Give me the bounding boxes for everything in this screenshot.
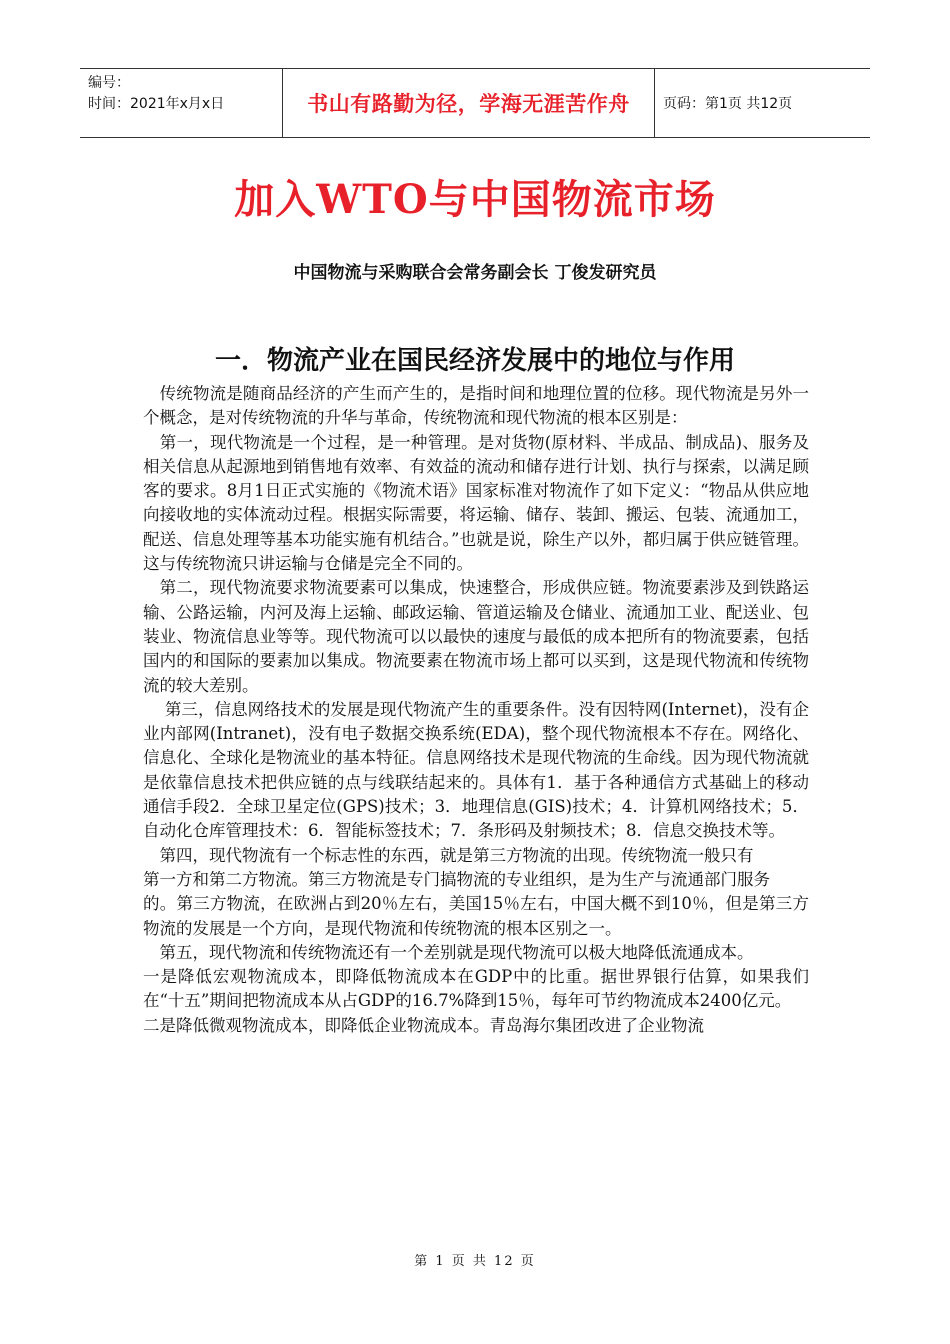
number-label: 编号： <box>88 75 130 91</box>
paragraph: 第一，现代物流是一个过程，是一种管理。是对货物(原材料、半成品、制成品)、服务及相关信息从起源地到销售地有效率、有效益的流动和储存进行计划、执行与探索，以满足顾客的要求。8月1日正式实施的《物流术语》国家标准对物流作了如下定义：“物品从供应地向接收地的实体流动过程。根据实际需要，将运输、储存、装卸、搬运、包装、流通加工，配送、信息处理等基本功能实施有机结合。”也就是说，除生产以外，都归属于供应链管理。这与传统物流只讲运输与仓储是完全不同的。 <box>143 432 809 574</box>
document-title: 加入WTO与中国物流市场 <box>234 176 716 223</box>
paragraph: 第五，现代物流和传统物流还有一个差别就是现代物流可以极大地降低流通成本。 <box>143 942 754 962</box>
paragraph: 第三，信息网络技术的发展是现代物流产生的重要条件。没有因特网(Internet)，没有企业内部网(Intranet)，没有电子数据交换系统(EDA)，整个现代物流根本不存在。网络化、信息化、全球化是物流业的基本特征。信息网络技术是现代物流的生命线。因为现代物流就是依靠信息技术把供应链的点与线联结起来的。具体有1．基于各种通信方式基础上的移动通信手段2．全球卫星定位(GPS)技术；3．地理信息(GIS)技术；4．计算机网络技术；5．自动化仓库管理技术：6．智能标签技术；7．条形码及射频技术；8．信息交换技术等。 <box>143 699 809 841</box>
paragraph: 二是降低微观物流成本，即降低企业物流成本。青岛海尔集团改进了企业物流 <box>143 1015 704 1035</box>
page-footer: 第 1 页 共 12 页 <box>414 1254 536 1269</box>
body-text <box>143 382 809 1038</box>
paragraph: 第四，现代物流有一个标志性的东西，就是第三方物流的出现。传统物流一般只有 <box>143 845 754 865</box>
paragraph: 传统物流是随商品经济的产生而产生的，是指时间和地理位置的位移。现代物流是另外一个概念，是对传统物流的升华与革命，传统物流和现代物流的根本区别是： <box>143 384 809 428</box>
section-heading: 一．物流产业在国民经济发展中的地位与作用 <box>214 346 735 376</box>
paragraph: 第二，现代物流要求物流要素可以集成，快速整合，形成供应链。物流要素涉及到铁路运输、公路运输，内河及海上运输、邮政运输、管道运输及仓储业、流通加工业、配送业、包装业、物流信息业等等。现代物流可以以最快的速度与最低的成本把所有的物流要素，包括国内的和国际的要素加以集成。物流要素在物流市场上都可以买到，这是现代物流和传统物流的较大差别。 <box>143 578 809 695</box>
header-page-label: 页码：第1页 共12页 <box>663 96 793 112</box>
author-line: 中国物流与采购联合会常务副会长 丁俊发研究员 <box>293 263 657 283</box>
time-label: 时间：2021年x月x日 <box>88 96 225 112</box>
document-header <box>80 68 870 138</box>
paragraph: 第一方和第二方物流。第三方物流是专门搞物流的专业组织，是为生产与流通部门服务 <box>143 869 770 889</box>
paragraph: 一是降低宏观物流成本，即降低物流成本在GDP中的比重。据世界银行估算，如果我们在“十五”期间把物流成本从占GDP的16.7%降到15％，每年可节约物流成本2400亿元。 <box>143 967 809 1011</box>
header-motto: 书山有路勤为径，学海无涯苦作舟 <box>282 69 655 137</box>
header-meta <box>80 69 282 137</box>
paragraph: 的。第三方物流，在欧洲占到20％左右，美国15％左右，中国大概不到10％，但是第三方物流的发展是一个方向，是现代物流和传统物流的根本区别之一。 <box>143 894 809 938</box>
